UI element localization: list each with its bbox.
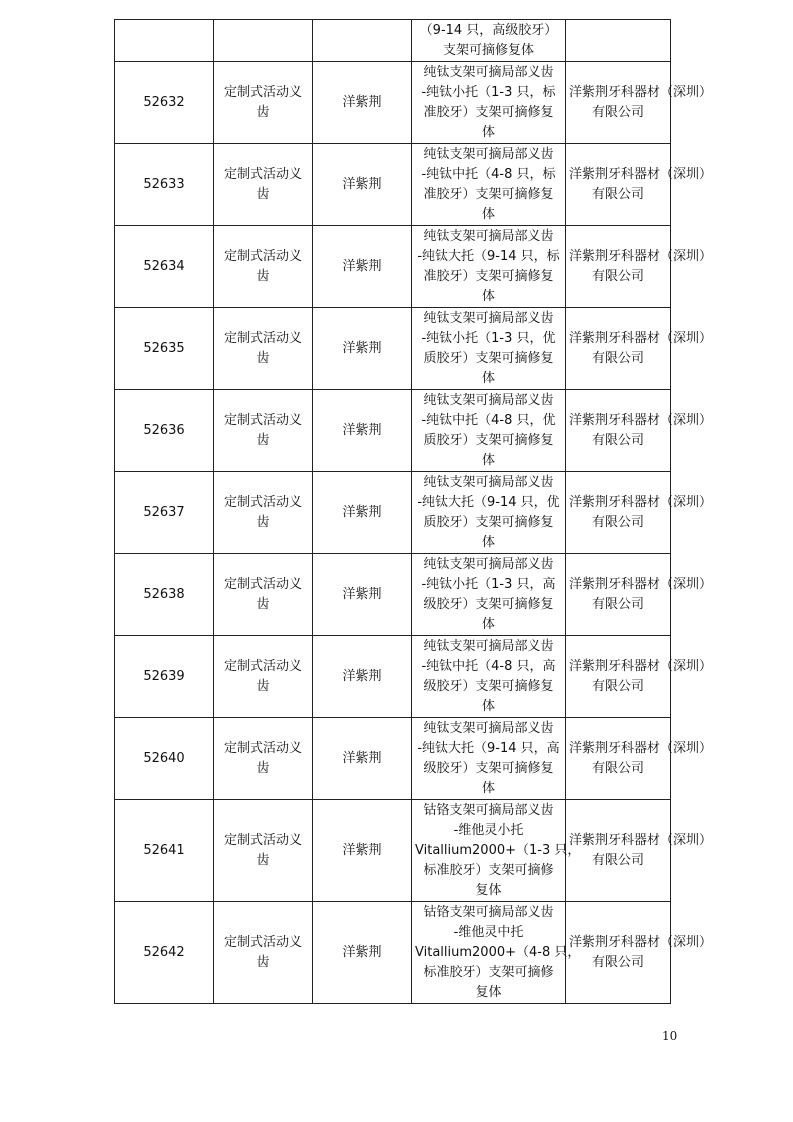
company-line: 洋紫荆牙科器材（深圳） (569, 832, 713, 848)
product-name-line: 体 (481, 452, 495, 468)
category-line: 定制式活动义 (223, 658, 302, 674)
category-line: 齿 (256, 954, 270, 970)
code-cell: 52636 (115, 390, 214, 472)
table-row (115, 472, 671, 554)
company-cell (566, 226, 713, 308)
company-line: 有限公司 (591, 104, 644, 120)
category-line: 定制式活动义 (223, 832, 302, 848)
product-name-line: 标准胶牙）支架可摘修 (423, 862, 554, 878)
table-row (115, 800, 671, 902)
product-name-line: 纯钛支架可摘局部义齿 (423, 146, 554, 162)
product-name-line: 体 (481, 780, 495, 796)
table-row (115, 308, 671, 390)
category-line: 齿 (256, 514, 270, 530)
category-cell (214, 800, 313, 902)
company-cell (566, 308, 713, 390)
product-name-line: -纯钛大托（9-14 只，高 (417, 740, 560, 756)
product-name-line: 质胶牙）支架可摘修复 (423, 432, 554, 448)
product-name-line: 体 (481, 616, 495, 632)
table-row (115, 226, 671, 308)
company-line: 洋紫荆牙科器材（深圳） (569, 658, 713, 674)
brand-cell (313, 20, 412, 62)
product-name-line: 体 (481, 124, 495, 140)
product-name-line: 纯钛支架可摘局部义齿 (423, 556, 554, 572)
company-cell (566, 636, 713, 718)
category-line: 齿 (256, 760, 270, 776)
product-name-line: -纯钛中托（4-8 只，标 (421, 166, 556, 182)
product-name-line: 级胶牙）支架可摘修复 (423, 760, 554, 776)
category-line: 定制式活动义 (223, 166, 302, 182)
product-name-cell (412, 472, 566, 554)
product-name-line: 纯钛支架可摘局部义齿 (423, 310, 554, 326)
company-line: 洋紫荆牙科器材（深圳） (569, 412, 713, 428)
company-cell (566, 718, 713, 800)
code-cell: 52641 (115, 800, 214, 902)
category-cell (214, 20, 313, 62)
code-cell: 52637 (115, 472, 214, 554)
product-name-line: -纯钛小托（1-3 只，标 (421, 84, 556, 100)
category-cell (214, 308, 313, 390)
category-cell (214, 554, 313, 636)
product-name-line: 级胶牙）支架可摘修复 (423, 596, 554, 612)
product-table-body (115, 20, 713, 1004)
product-name-line: 支架可摘修复体 (442, 42, 534, 58)
product-name-line: 纯钛支架可摘局部义齿 (423, 474, 554, 490)
product-name-line: 体 (481, 698, 495, 714)
code-cell: 52642 (115, 902, 214, 1004)
company-cell (566, 390, 713, 472)
code-cell: 52635 (115, 308, 214, 390)
category-line: 齿 (256, 268, 270, 284)
table-row (115, 636, 671, 718)
company-line: 洋紫荆牙科器材（深圳） (569, 84, 713, 100)
code-cell: 52638 (115, 554, 214, 636)
product-name-cell (412, 554, 566, 636)
category-cell (214, 390, 313, 472)
product-name-line: 体 (481, 534, 495, 550)
category-line: 定制式活动义 (223, 576, 302, 592)
category-line: 定制式活动义 (223, 412, 302, 428)
company-cell (566, 902, 713, 1004)
category-cell (214, 62, 313, 144)
product-name-line: -纯钛小托（1-3 只，优 (421, 330, 556, 346)
product-name-line: 准胶牙）支架可摘修复 (423, 104, 554, 120)
product-name-line: 复体 (475, 882, 502, 898)
product-name-line: -纯钛大托（9-14 只，优 (417, 494, 560, 510)
code-cell: 52640 (115, 718, 214, 800)
product-name-line: -维他灵中托 (453, 924, 524, 940)
code-cell: 52639 (115, 636, 214, 718)
table-row (115, 144, 671, 226)
company-line: 有限公司 (591, 954, 644, 970)
company-line: 有限公司 (591, 350, 644, 366)
product-name-line: 纯钛支架可摘局部义齿 (423, 638, 554, 654)
brand-cell: 洋紫荆 (313, 554, 412, 636)
product-name-line: 纯钛支架可摘局部义齿 (423, 228, 554, 244)
product-name-line: 质胶牙）支架可摘修复 (423, 350, 554, 366)
product-name-line: -纯钛中托（4-8 只，高 (421, 658, 556, 674)
category-line: 齿 (256, 350, 270, 366)
product-name-cell (412, 718, 566, 800)
product-name-cell (412, 144, 566, 226)
product-name-cell (412, 20, 566, 62)
category-cell (214, 472, 313, 554)
product-name-line: Vitallium2000+（1-3 只， (415, 842, 581, 858)
table-row (115, 902, 671, 1004)
company-line: 洋紫荆牙科器材（深圳） (569, 248, 713, 264)
brand-cell: 洋紫荆 (313, 718, 412, 800)
product-name-cell (412, 226, 566, 308)
product-name-line: 纯钛支架可摘局部义齿 (423, 720, 554, 736)
product-name-line: （9-14 只，高级胶牙） (419, 22, 558, 38)
product-name-line: 复体 (475, 984, 502, 1000)
category-line: 定制式活动义 (223, 494, 302, 510)
company-cell (566, 144, 713, 226)
category-cell (214, 902, 313, 1004)
product-name-cell (412, 800, 581, 902)
table-row (115, 554, 671, 636)
code-cell: 52632 (115, 62, 214, 144)
company-line: 有限公司 (591, 596, 644, 612)
category-cell (214, 144, 313, 226)
company-cell (566, 800, 713, 902)
category-line: 齿 (256, 104, 270, 120)
category-line: 定制式活动义 (223, 330, 302, 346)
brand-cell: 洋紫荆 (313, 308, 412, 390)
product-table (114, 19, 713, 1004)
company-line: 洋紫荆牙科器材（深圳） (569, 576, 713, 592)
continuation-row (115, 20, 671, 62)
category-line: 齿 (256, 432, 270, 448)
company-cell (566, 472, 713, 554)
category-line: 齿 (256, 678, 270, 694)
page-number: 10 (662, 1029, 678, 1043)
company-line: 有限公司 (591, 268, 644, 284)
product-name-cell (412, 308, 566, 390)
table-row (115, 718, 671, 800)
product-name-line: 纯钛支架可摘局部义齿 (423, 392, 554, 408)
category-cell (214, 226, 313, 308)
category-line: 定制式活动义 (223, 248, 302, 264)
product-name-cell (412, 636, 566, 718)
company-line: 有限公司 (591, 760, 644, 776)
code-cell: 52633 (115, 144, 214, 226)
brand-cell: 洋紫荆 (313, 144, 412, 226)
product-name-cell (412, 390, 566, 472)
product-name-line: 钴铬支架可摘局部义齿 (423, 904, 554, 920)
category-cell (214, 636, 313, 718)
product-name-line: -纯钛小托（1-3 只，高 (421, 576, 556, 592)
category-line: 定制式活动义 (223, 934, 302, 950)
company-cell (566, 62, 713, 144)
category-line: 定制式活动义 (223, 740, 302, 756)
company-line: 有限公司 (591, 186, 644, 202)
company-line: 洋紫荆牙科器材（深圳） (569, 934, 713, 950)
brand-cell: 洋紫荆 (313, 390, 412, 472)
category-line: 定制式活动义 (223, 84, 302, 100)
category-line: 齿 (256, 852, 270, 868)
brand-cell: 洋紫荆 (313, 472, 412, 554)
brand-cell: 洋紫荆 (313, 62, 412, 144)
product-name-line: 准胶牙）支架可摘修复 (423, 186, 554, 202)
company-line: 有限公司 (591, 514, 644, 530)
product-name-line: 级胶牙）支架可摘修复 (423, 678, 554, 694)
product-name-line: 体 (481, 206, 495, 222)
company-line: 洋紫荆牙科器材（深圳） (569, 494, 713, 510)
table-row (115, 62, 671, 144)
company-cell (566, 20, 671, 62)
company-line: 有限公司 (591, 432, 644, 448)
product-name-line: 体 (481, 370, 495, 386)
product-name-line: 纯钛支架可摘局部义齿 (423, 64, 554, 80)
table-row (115, 390, 671, 472)
product-name-line: 体 (481, 288, 495, 304)
company-line: 洋紫荆牙科器材（深圳） (569, 166, 713, 182)
product-name-cell (412, 902, 581, 1004)
product-name-line: 标准胶牙）支架可摘修 (423, 964, 554, 980)
company-line: 有限公司 (591, 678, 644, 694)
product-name-line: -纯钛大托（9-14 只，标 (417, 248, 560, 264)
product-name-line: Vitallium2000+（4-8 只， (415, 944, 581, 960)
code-cell (115, 20, 214, 62)
product-name-line: 准胶牙）支架可摘修复 (423, 268, 554, 284)
company-line: 洋紫荆牙科器材（深圳） (569, 740, 713, 756)
company-cell (566, 554, 713, 636)
company-line: 有限公司 (591, 852, 644, 868)
company-line: 洋紫荆牙科器材（深圳） (569, 330, 713, 346)
product-name-cell (412, 62, 566, 144)
category-cell (214, 718, 313, 800)
brand-cell: 洋紫荆 (313, 226, 412, 308)
product-name-line: -纯钛中托（4-8 只，优 (421, 412, 556, 428)
product-name-line: -维他灵小托 (453, 822, 524, 838)
product-name-line: 钴铬支架可摘局部义齿 (423, 802, 554, 818)
brand-cell: 洋紫荆 (313, 800, 412, 902)
category-line: 齿 (256, 186, 270, 202)
category-line: 齿 (256, 596, 270, 612)
brand-cell: 洋紫荆 (313, 636, 412, 718)
code-cell: 52634 (115, 226, 214, 308)
product-name-line: 质胶牙）支架可摘修复 (423, 514, 554, 530)
brand-cell: 洋紫荆 (313, 902, 412, 1004)
